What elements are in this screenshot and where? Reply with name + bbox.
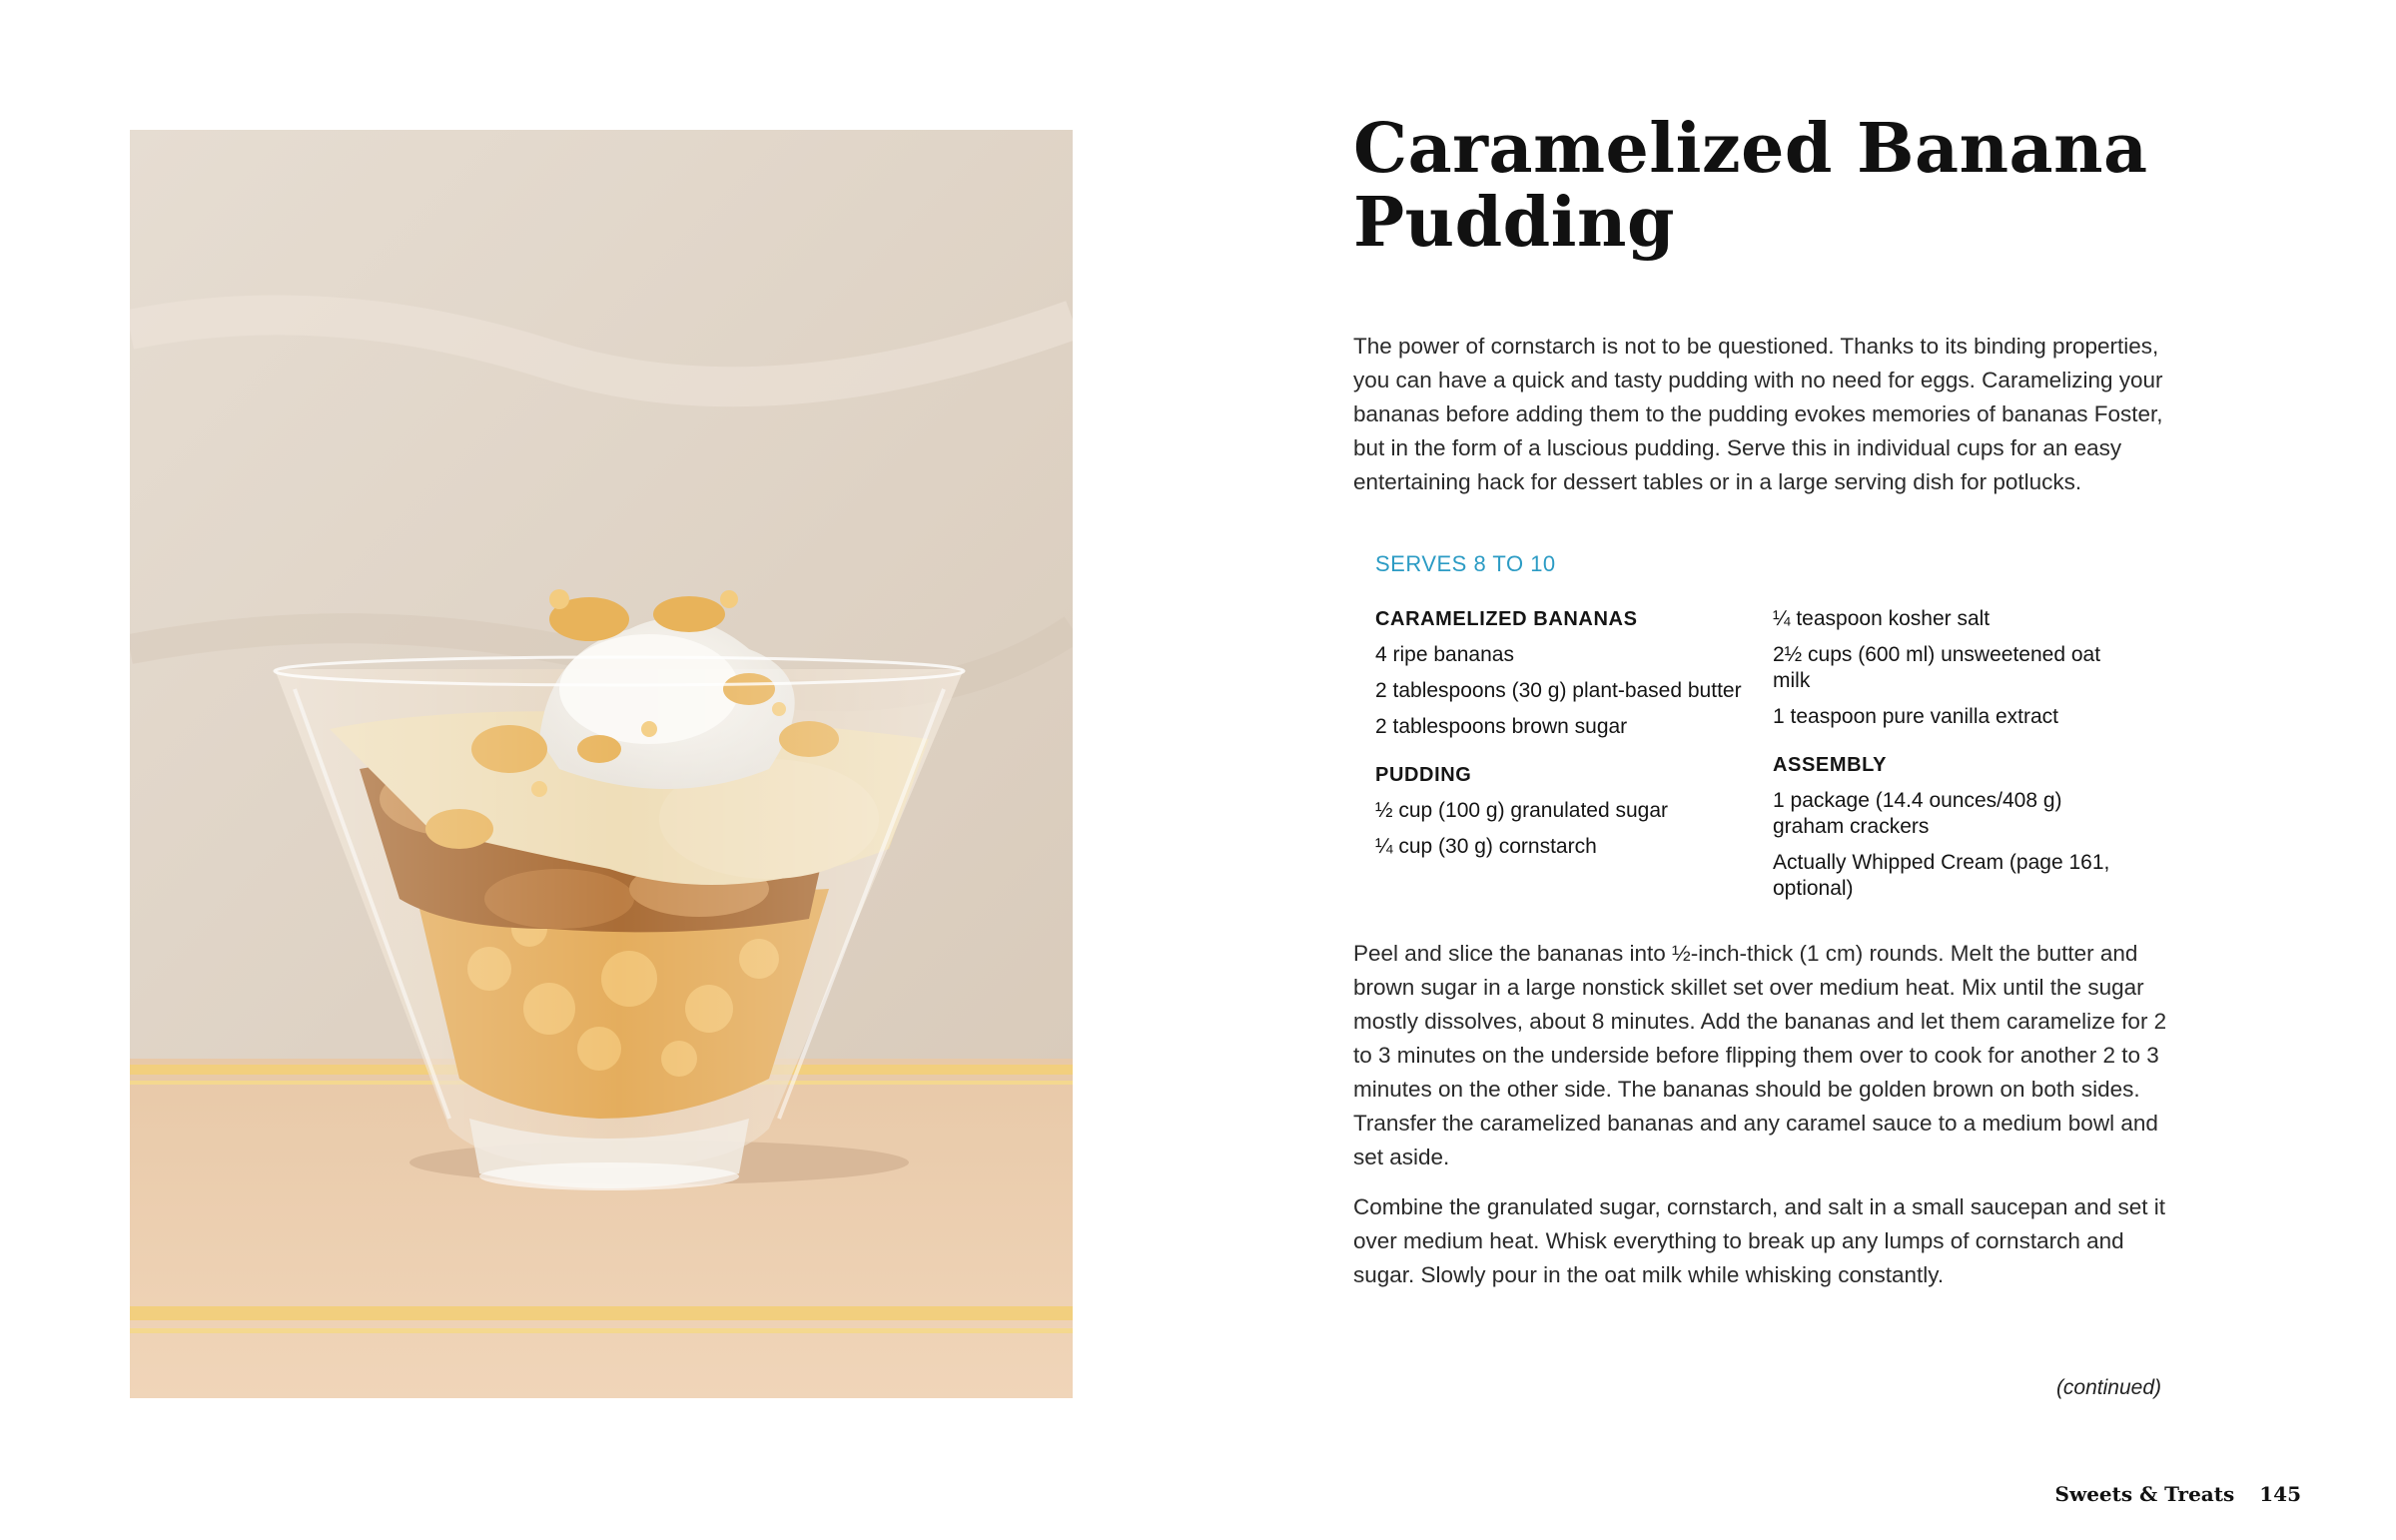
instruction-paragraph: Peel and slice the bananas into ½-inch-thick (1 cm) rounds. Melt the butter and brown sugar in a large nonstick skillet set over medium heat. Mix until the sugar mostly dissolves, about 8 minutes. Add the bananas and let them caramelize for 2 to 3 minutes on the underside before flipping them over to cook for another 2 to 3 minutes on the other side. The bananas should be golden brown on both sides. Transfer the caramelized bananas and any caramel sauce to a medium bowl and set aside. [1353, 941, 2167, 1169]
ingredient-item: ¼ cup (30 g) cornstarch [1375, 835, 1597, 858]
banana-pudding-illustration [130, 130, 1073, 1398]
ingredient-item: ½ cup (100 g) granulated sugar [1375, 799, 1669, 822]
ingredient-item: Actually Whipped Cream (page 161, optional) [1773, 851, 2110, 900]
ingredient-item: ¼ teaspoon kosher salt [1773, 607, 1991, 630]
ingredient-list [1773, 788, 2132, 902]
ingredient-group-pudding [1375, 762, 1755, 860]
ingredient-item: 2 tablespoons brown sugar [1375, 715, 1628, 738]
instruction-paragraph: Combine the granulated sugar, cornstarch, and salt in a small saucepan and set it over medium heat. Whisk everything to break up any lumps of cornstarch and sugar. Slowly pour in the oat milk while whisking constantly. [1353, 1194, 2165, 1287]
ingredients-right-column [1773, 606, 2132, 924]
ingredient-group-caramelized-bananas [1375, 606, 1755, 740]
recipe-photo [130, 130, 1073, 1398]
ingredient-item: 2 tablespoons (30 g) plant-based butter [1375, 679, 1742, 702]
recipe-intro: The power of cornstarch is not to be questioned. Thanks to its binding properties, you can have a quick and tasty pudding with no need for eggs. Caramelizing your bananas before adding them to the pudding evokes memories of bananas Foster, but in the form of a luscious pudding. Serve this in individual cups for an easy entertaining hack for dessert tables or in a large serving dish for potlucks. [1353, 334, 2163, 494]
ingredient-group-assembly [1773, 752, 2132, 902]
page-footer [2055, 1482, 2301, 1506]
page-number: 145 [2259, 1482, 2301, 1506]
ingredient-heading: PUDDING [1375, 764, 1472, 786]
section-name: Sweets & Treats [2054, 1482, 2235, 1506]
serves-label: SERVES 8 TO 10 [1375, 551, 1556, 576]
ingredient-item: 2½ cups (600 ml) unsweetened oat milk [1773, 643, 2101, 692]
recipe-title: Caramelized Banana Pudding [1353, 109, 2148, 263]
ingredients-left-column [1375, 606, 1755, 882]
ingredient-list [1773, 606, 2132, 730]
ingredient-item: 1 teaspoon pure vanilla extract [1773, 705, 2059, 728]
ingredient-list [1375, 642, 1755, 740]
ingredient-item: 1 package (14.4 ounces/408 g) graham crackers [1773, 789, 2062, 838]
ingredient-heading: ASSEMBLY [1773, 754, 1888, 776]
continued-note: (continued) [2055, 1376, 2161, 1399]
ingredient-item: 4 ripe bananas [1375, 643, 1514, 666]
ingredient-group-pudding-continued [1773, 606, 2132, 730]
ingredient-list [1375, 798, 1755, 860]
ingredient-heading: CARAMELIZED BANANAS [1375, 608, 1638, 630]
